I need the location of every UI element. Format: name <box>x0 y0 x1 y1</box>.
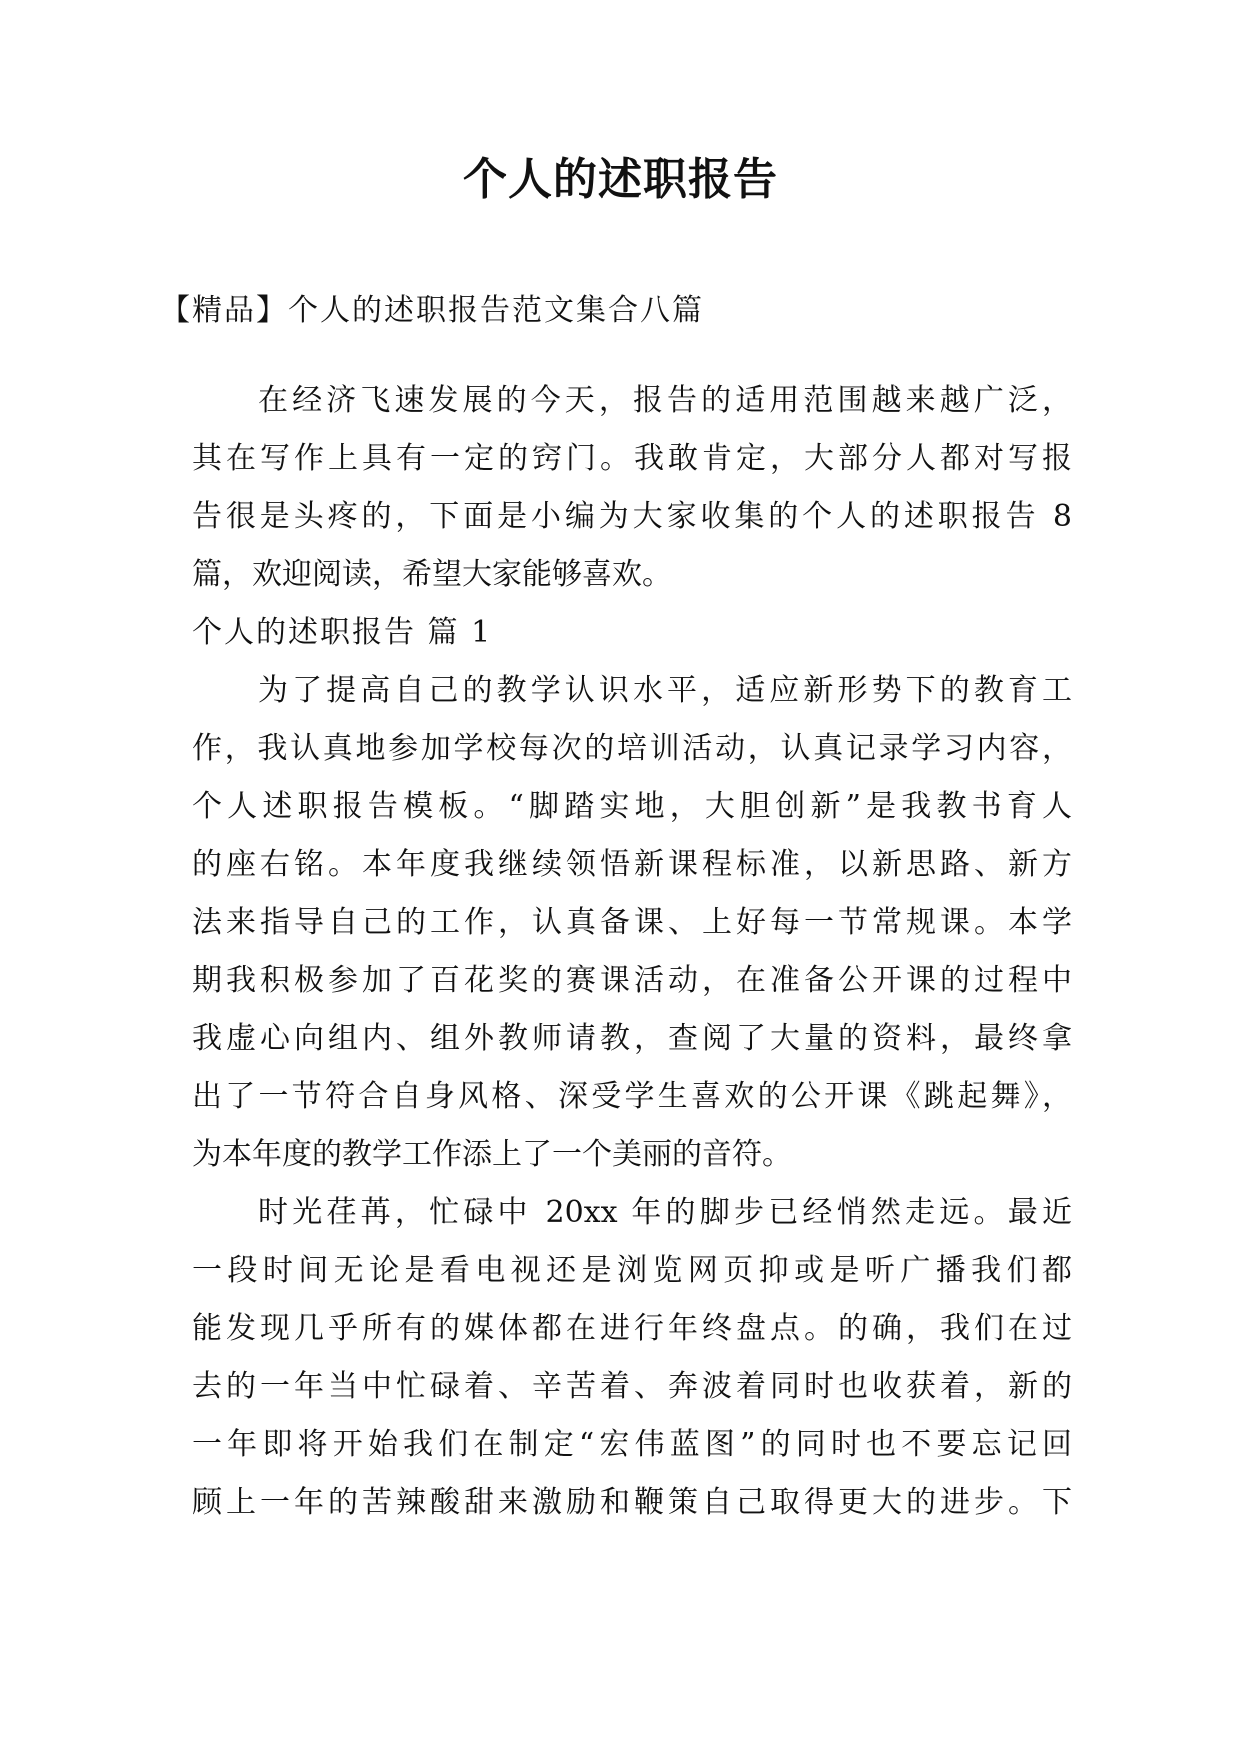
body-line-11: 一段时间无论是看电视还是浏览网页抑或是听广播我们都 <box>192 1253 1072 1288</box>
intro-line-2: 其在写作上具有一定的窍门。我敢肯定，大部分人都对写报 <box>192 441 1072 476</box>
intro-line-1: 在经济飞速发展的今天，报告的适用范围越来越广泛， <box>258 383 1072 418</box>
body-line-5: 法来指导自己的工作，认真备课、上好每一节常规课。本学 <box>192 905 1072 940</box>
body-line-4: 的座右铭。本年度我继续领悟新课程标准，以新思路、新方 <box>192 847 1072 882</box>
body-line-7: 我虚心向组内、组外教师请教，查阅了大量的资料，最终拿 <box>192 1021 1072 1056</box>
section-heading: 个人的述职报告 篇 1 <box>192 615 493 650</box>
intro-line-3: 告很是头疼的，下面是小编为大家收集的个人的述职报告 8 <box>192 499 1072 534</box>
body-line-1: 为了提高自己的教学认识水平，适应新形势下的教育工 <box>258 673 1072 708</box>
body-line-2: 作，我认真地参加学校每次的培训活动，认真记录学习内容， <box>192 731 1072 766</box>
document-subtitle: 【精品】个人的述职报告范文集合八篇 <box>160 293 704 328</box>
body-line-10: 时光荏苒，忙碌中 20xx 年的脚步已经悄然走远。最近 <box>258 1195 1072 1230</box>
body-line-13: 去的一年当中忙碌着、辛苦着、奔波着同时也收获着，新的 <box>192 1369 1072 1404</box>
body-line-8: 出了一节符合自身风格、深受学生喜欢的公开课《跳起舞》， <box>192 1079 1072 1114</box>
body-line-14: 一年即将开始我们在制定“宏伟蓝图”的同时也不要忘记回 <box>192 1427 1072 1462</box>
body-line-6: 期我积极参加了百花奖的赛课活动，在准备公开课的过程中 <box>192 963 1072 998</box>
page-title: 个人的述职报告 <box>463 154 778 205</box>
body-line-9: 为本年度的教学工作添上了一个美丽的音符。 <box>192 1137 792 1172</box>
intro-line-4: 篇，欢迎阅读，希望大家能够喜欢。 <box>192 557 672 592</box>
body-line-12: 能发现几乎所有的媒体都在进行年终盘点。的确，我们在过 <box>192 1311 1072 1346</box>
body-line-15: 顾上一年的苦辣酸甜来激励和鞭策自己取得更大的进步。下 <box>192 1485 1072 1520</box>
body-line-3: 个人述职报告模板。“脚踏实地，大胆创新”是我教书育人 <box>192 789 1072 824</box>
